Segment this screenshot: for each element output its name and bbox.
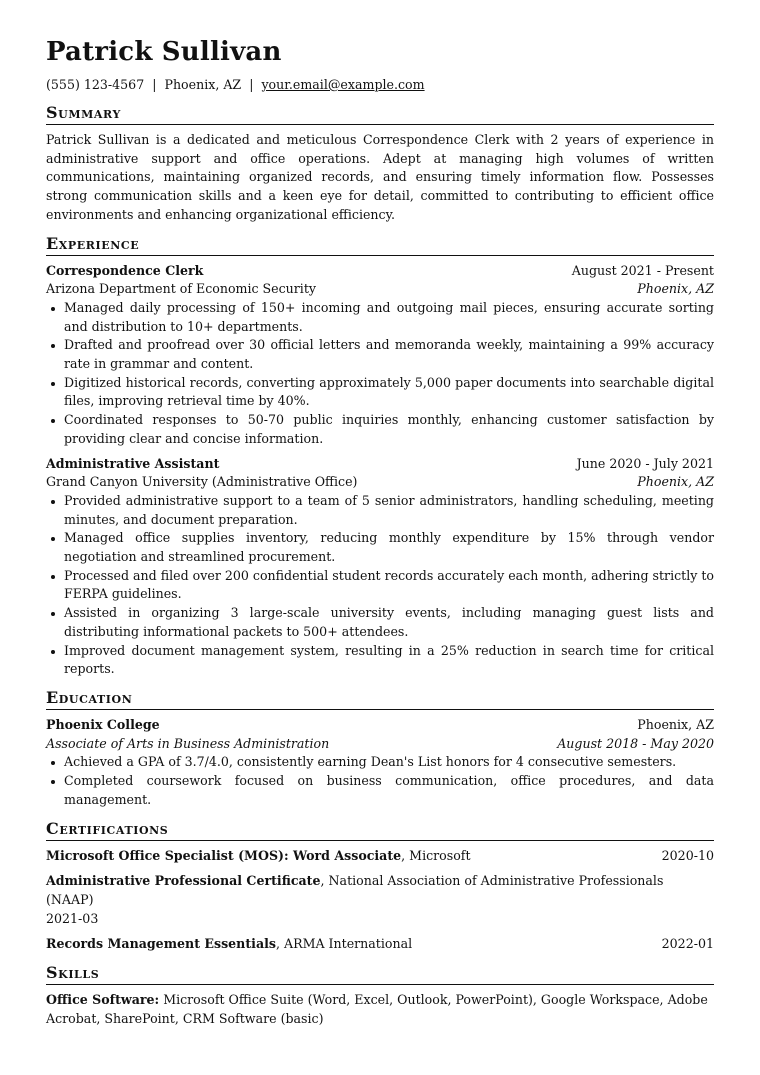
list-item: Digitized historical records, converting approximately 5,000 paper documents into searchable digital files, improving retrieval time by 40%. — [46, 374, 714, 411]
certification-issuer: , Microsoft — [401, 847, 471, 863]
list-item: Drafted and proofread over 30 official letters and memoranda weekly, maintaining a 99% accuracy rate in grammar and content. — [46, 336, 714, 373]
summary-text: Patrick Sullivan is a dedicated and meticulous Correspondence Clerk with 2 years of experience in administrative support and office operations. Adept at managing high volumes of written communications, maintaining organized records, and ensuring timely information flow. Possesses strong communication skills and a keen eye for detail, committed to contributing to efficient office environments and enhancing organizational efficiency. — [46, 132, 714, 222]
list-item: Completed coursework focused on business communication, office procedures, and data management. — [46, 772, 714, 809]
skills-label: Office Software: — [46, 992, 160, 1008]
job-dates: August 2021 - Present — [571, 262, 714, 278]
job-bullets — [46, 299, 714, 449]
certification-name: Microsoft Office Specialist (MOS): Word Associate — [46, 847, 402, 863]
school-name: Phoenix College — [46, 716, 160, 732]
education-section — [46, 688, 714, 810]
certification-name: Records Management Essentials — [46, 936, 276, 952]
section-title-education: Education — [46, 688, 714, 710]
job-location: Phoenix, AZ — [637, 281, 714, 297]
skills-section — [46, 963, 714, 1028]
degree-name: Associate of Arts in Business Administration — [46, 735, 330, 751]
job-dates: June 2020 - July 2021 — [576, 455, 714, 471]
list-item: Improved document management system, resulting in a 25% reduction in search time for critical reports. — [46, 642, 714, 679]
section-title-skills: Skills — [46, 963, 714, 985]
job-role: Correspondence Clerk — [46, 262, 204, 278]
phone-number: (555) 123-4567 — [46, 77, 145, 92]
school-location: Phoenix, AZ — [637, 716, 714, 732]
list-item: Assisted in organizing 3 large-scale university events, including managing guest lists and distributing informational packets to 500+ attendees. — [46, 604, 714, 641]
certification-issuer: , ARMA International — [275, 936, 413, 952]
job-entry — [46, 262, 714, 449]
certification-item — [46, 872, 714, 928]
resume-page — [46, 36, 714, 1028]
experience-section — [46, 234, 714, 679]
contact-separator: | — [249, 77, 254, 92]
certification-date: 2020-10 — [661, 847, 714, 863]
certification-item — [46, 935, 714, 954]
skills-list: Microsoft Office Suite (Word, Excel, Outlook, PowerPoint), Google Workspace, Adobe Acrobat, SharePoint, CRM Software (basic) — [46, 992, 708, 1026]
candidate-name: Patrick Sullivan — [46, 37, 282, 67]
certification-item — [46, 847, 714, 866]
list-item: Managed daily processing of 150+ incoming and outgoing mail pieces, ensuring accurate sorting and distribution to 10+ departments. — [46, 299, 714, 336]
certification-date: 2022-01 — [661, 936, 714, 952]
contact-separator: | — [152, 77, 157, 92]
list-item: Provided administrative support to a team of 5 senior administrators, handling scheduling, meeting minutes, and document preparation. — [46, 492, 714, 529]
job-organization: Arizona Department of Economic Security — [46, 281, 317, 297]
certifications-section — [46, 819, 714, 955]
job-entry — [46, 455, 714, 679]
certification-date: 2021-03 — [46, 910, 99, 926]
job-bullets — [46, 492, 714, 679]
section-title-certifications: Certifications — [46, 819, 714, 841]
certification-issuer: , National Association of Administrative Professionals (NAAP) — [46, 873, 664, 907]
list-item: Achieved a GPA of 3.7/4.0, consistently earning Dean's List honors for 4 consecutive semesters. — [46, 753, 714, 772]
education-bullets — [46, 753, 714, 809]
skills-text — [46, 991, 714, 1028]
list-item: Managed office supplies inventory, reducing monthly expenditure by 15% through vendor negotiation and streamlined procurement. — [46, 529, 714, 566]
section-title-summary: Summary — [46, 103, 714, 125]
job-role: Administrative Assistant — [46, 455, 220, 471]
section-title-experience: Experience — [46, 234, 714, 256]
list-item: Processed and filed over 200 confidential student records accurately each month, adhering strictly to FERPA guidelines. — [46, 567, 714, 604]
contact-line — [46, 76, 714, 94]
job-organization: Grand Canyon University (Administrative Office) — [46, 474, 358, 490]
list-item: Coordinated responses to 50-70 public inquiries monthly, enhancing customer satisfaction by providing clear and concise information. — [46, 411, 714, 448]
location: Phoenix, AZ — [164, 77, 242, 92]
education-dates: August 2018 - May 2020 — [557, 735, 714, 751]
certification-name: Administrative Professional Certificate — [46, 873, 321, 889]
summary-section — [46, 103, 714, 225]
email-link[interactable]: your.email@example.com — [261, 77, 425, 92]
job-location: Phoenix, AZ — [637, 474, 714, 490]
